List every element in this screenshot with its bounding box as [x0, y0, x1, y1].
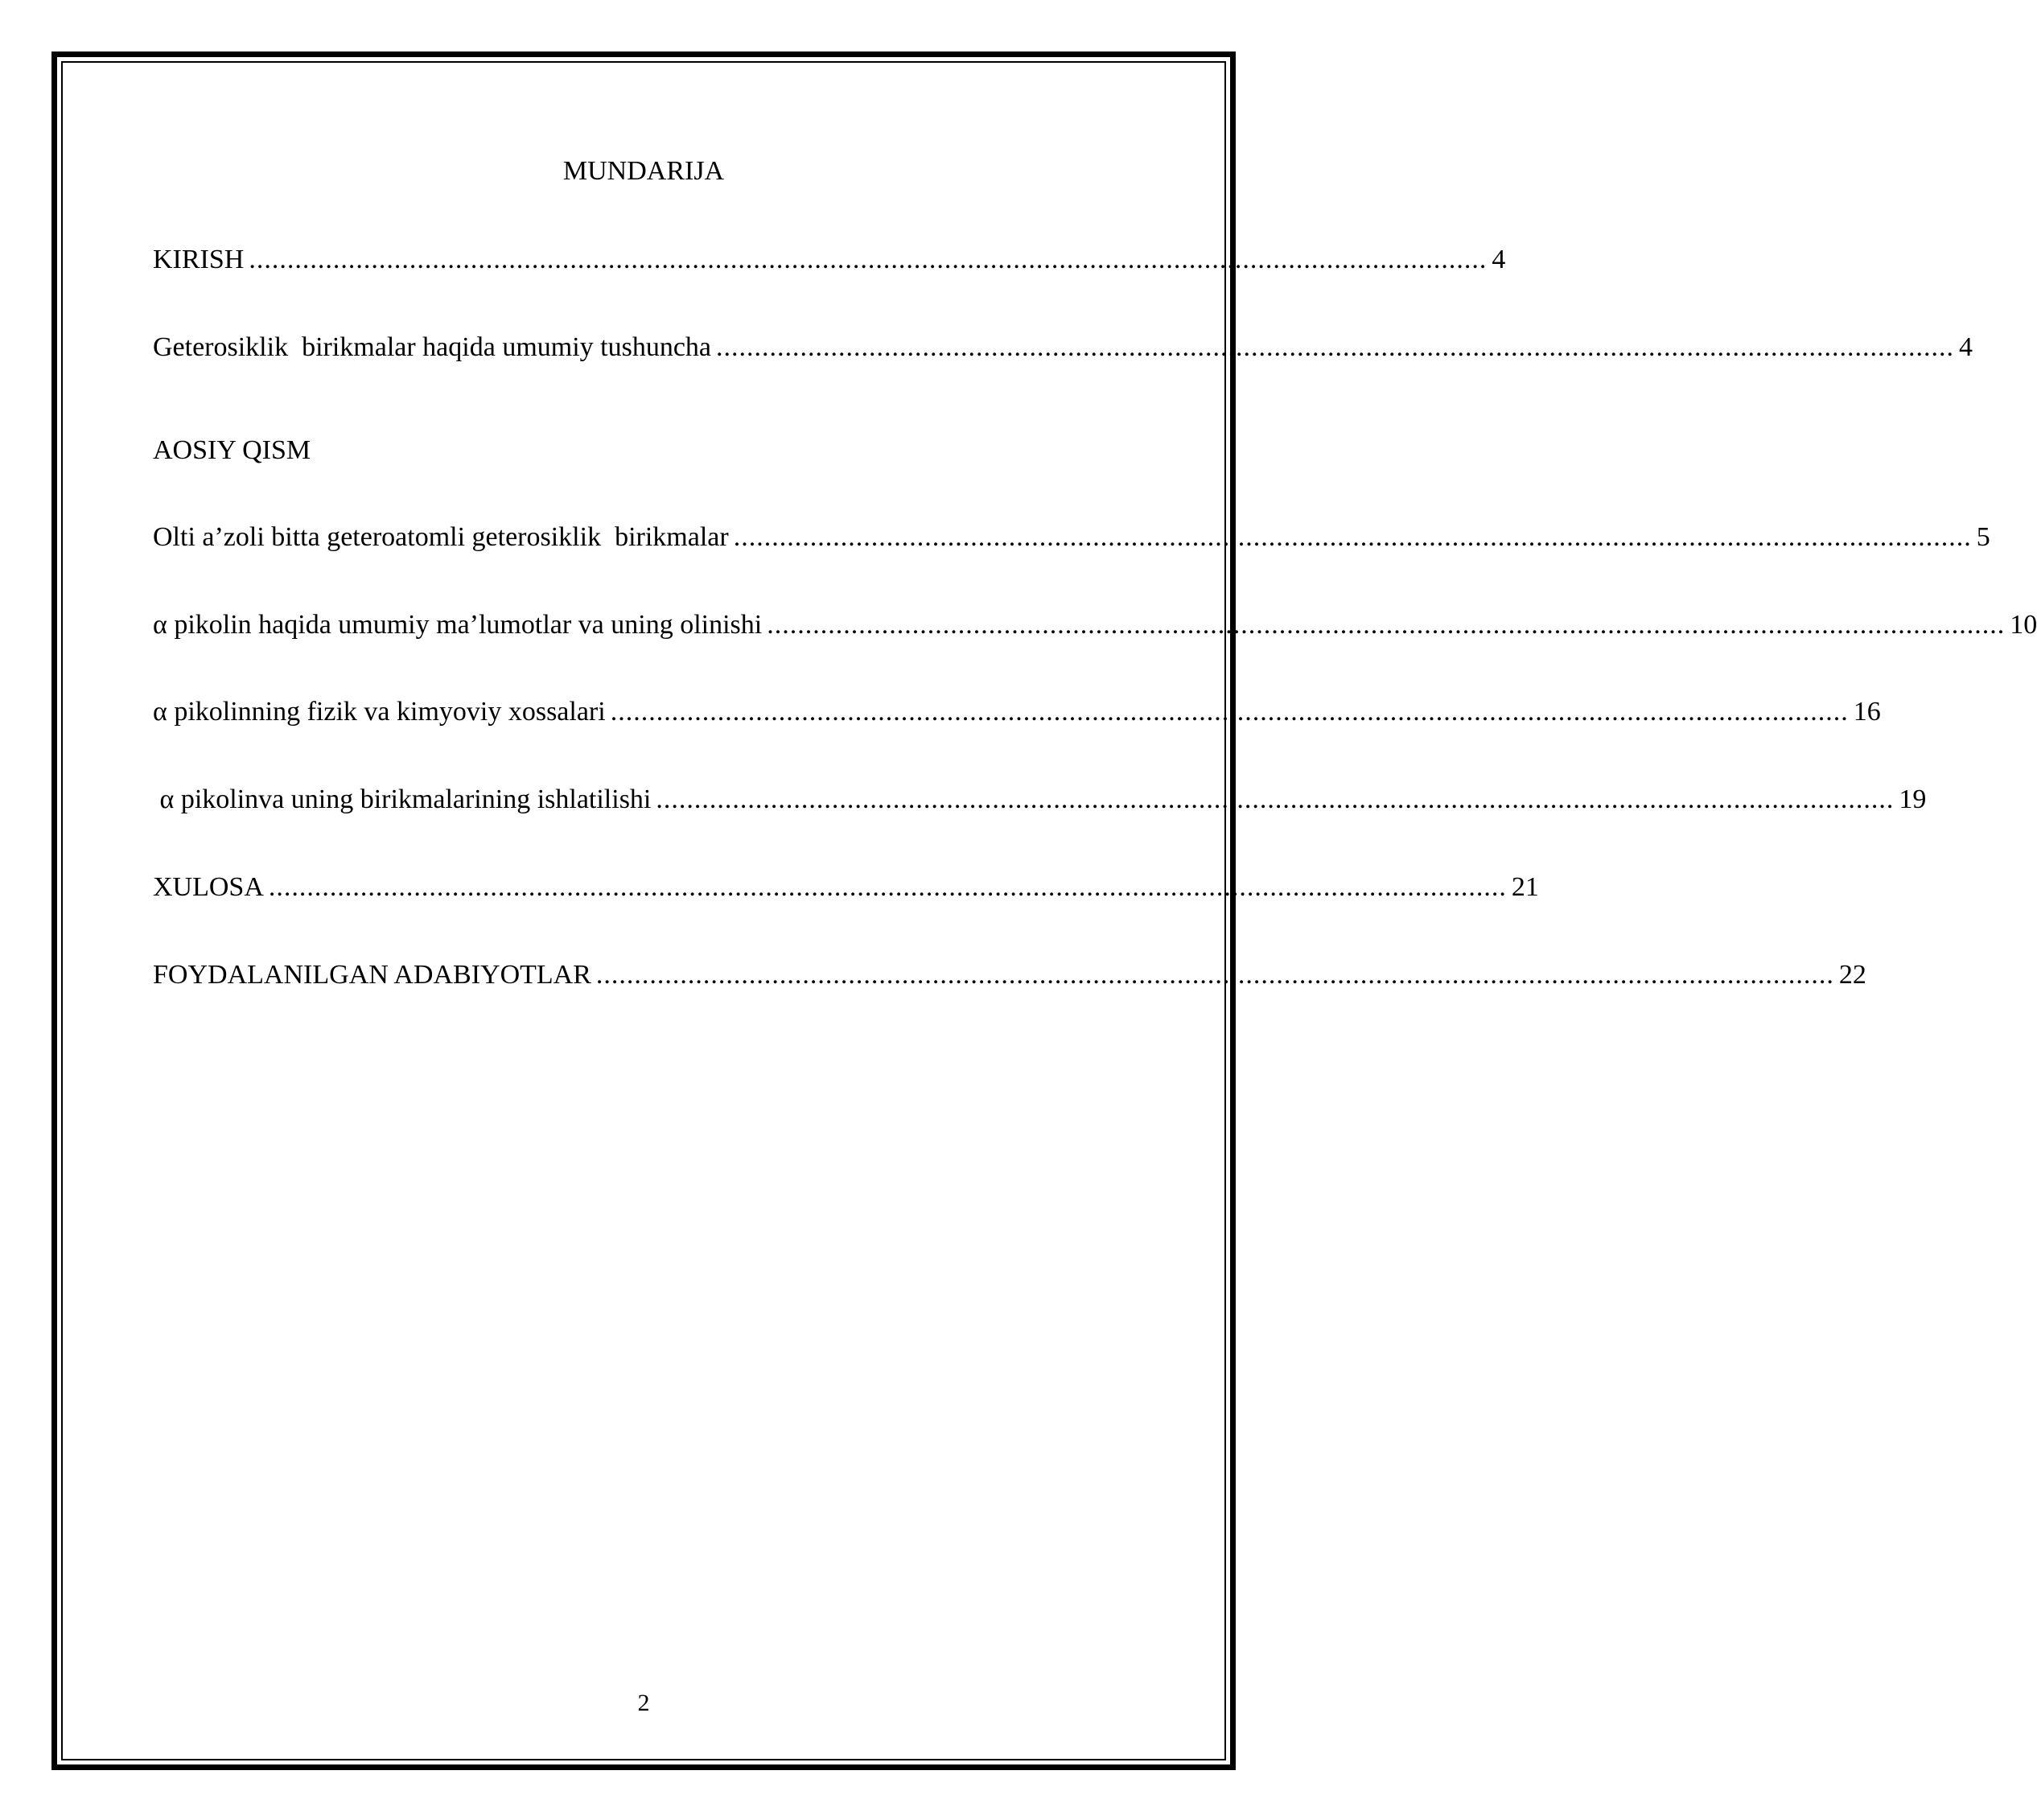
- toc-entry-adabiyotlar: [153, 959, 1866, 991]
- toc-entry-page: 4: [1959, 332, 1973, 362]
- toc-entry-label: α pikolinning fizik va kimyoviy xossalari: [153, 697, 606, 727]
- toc-entry-page: 5: [1976, 522, 1990, 552]
- toc-leader-dots: ..................................................................................................................................................................: [249, 245, 1488, 274]
- toc-entry-pikolin-olinishi: [153, 609, 2037, 641]
- toc-section-heading: [153, 434, 1133, 467]
- toc-leader-dots: ..................................................................................................................................................................: [595, 960, 1834, 990]
- toc-entry-label: Olti a’zoli bitta geteroatomli geterosiklik birikmalar: [153, 522, 729, 552]
- toc-entry-page: 22: [1838, 960, 1866, 990]
- toc-leader-dots: ..................................................................................................................................................................: [656, 784, 1895, 814]
- page-border-inner: [61, 61, 1226, 1760]
- toc-entry-pikolin-xossalari: [153, 696, 1881, 728]
- toc-title: MUNDARIJA: [562, 156, 725, 186]
- toc-entry-label: KIRISH: [153, 245, 245, 274]
- toc-entry-page: 21: [1511, 872, 1539, 902]
- toc-entry-geterosiklik: [153, 331, 1973, 364]
- toc-entry-page: 16: [1853, 697, 1881, 727]
- toc-leader-dots: ..................................................................................................................................................................: [733, 522, 1972, 552]
- toc-entry-label: α pikolin haqida umumiy ma’lumotlar va uning olinishi: [153, 610, 763, 640]
- toc-entry-page: 10: [2010, 610, 2037, 640]
- toc-entry-kirish: [153, 244, 1506, 276]
- toc-entry-label: AOSIY QISM: [153, 435, 311, 465]
- toc-entry-label: FOYDALANILGAN ADABIYOTLAR: [153, 960, 591, 990]
- toc-entry-page: 19: [1899, 784, 1927, 814]
- toc-entry-label: α pikolinva uning birikmalarining ishlatilishi: [153, 784, 652, 814]
- toc-entry-olti-azoli: [153, 521, 1990, 554]
- toc-entry-xulosa: [153, 871, 1539, 904]
- toc-entry-page: 4: [1492, 245, 1506, 274]
- page-number: 2: [637, 1690, 650, 1716]
- toc-entry-pikolin-ishlatilishi: [153, 784, 1927, 816]
- toc-entry-label: XULOSA: [153, 872, 264, 902]
- toc-entry-label: Geterosiklik birikmalar haqida umumiy tushuncha: [153, 332, 712, 362]
- toc-leader-dots: ..................................................................................................................................................................: [767, 610, 2006, 640]
- toc-leader-dots: ..................................................................................................................................................................: [610, 697, 1849, 727]
- toc-leader-dots: ..................................................................................................................................................................: [716, 332, 1955, 362]
- toc-leader-dots: ..................................................................................................................................................................: [268, 872, 1507, 902]
